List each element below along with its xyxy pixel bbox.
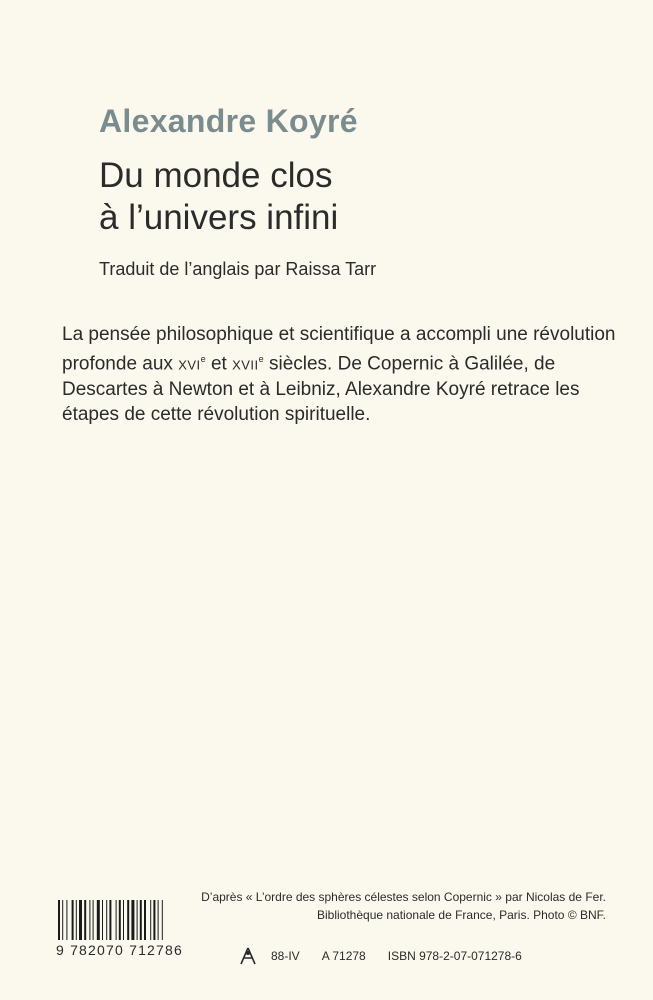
century-16: XVI — [178, 357, 201, 373]
image-credit — [201, 888, 606, 924]
blurb-text-1: La pensée philosophique et scientifique a accompli une révolution profonde aux — [62, 324, 616, 375]
barcode-digits: 9 782070 712786 — [56, 942, 183, 958]
title-line-1: Du monde clos — [99, 156, 333, 195]
title-line-2: à l’univers infini — [99, 198, 339, 237]
century-17: XVII — [232, 357, 259, 373]
credit-line-1: D’après « L’ordre des sphères célestes selon Copernic » par Nicolas de Fer. — [201, 890, 606, 904]
publisher-logo-icon — [237, 945, 259, 967]
credit-line-2: Bibliothèque nationale de France, Paris. Photo © BNF. — [316, 908, 606, 922]
author-name: Alexandre Koyré — [99, 103, 358, 139]
catalog-codes — [237, 945, 544, 967]
blurb-paragraph — [62, 322, 622, 427]
isbn: ISBN 978-2-07-071278-6 — [387, 949, 522, 963]
blurb-text-2: et — [205, 353, 233, 375]
century-17-sup: e — [258, 354, 264, 364]
translator-credit: Traduit de l’anglais par Raissa Tarr — [99, 259, 377, 279]
barcode-icon — [56, 900, 206, 940]
barcode-block — [56, 900, 206, 958]
code-article: A 71278 — [321, 949, 366, 963]
code-series: 88-IV — [271, 949, 300, 963]
century-16-sup: e — [200, 354, 206, 364]
book-title — [99, 155, 338, 239]
blurb-text-3: siècles. De Copernic à Galilée, de Descartes à Newton et à Leibniz, Alexandre Koyré retrace les étapes de cette révolution spirituelle. — [62, 353, 580, 426]
